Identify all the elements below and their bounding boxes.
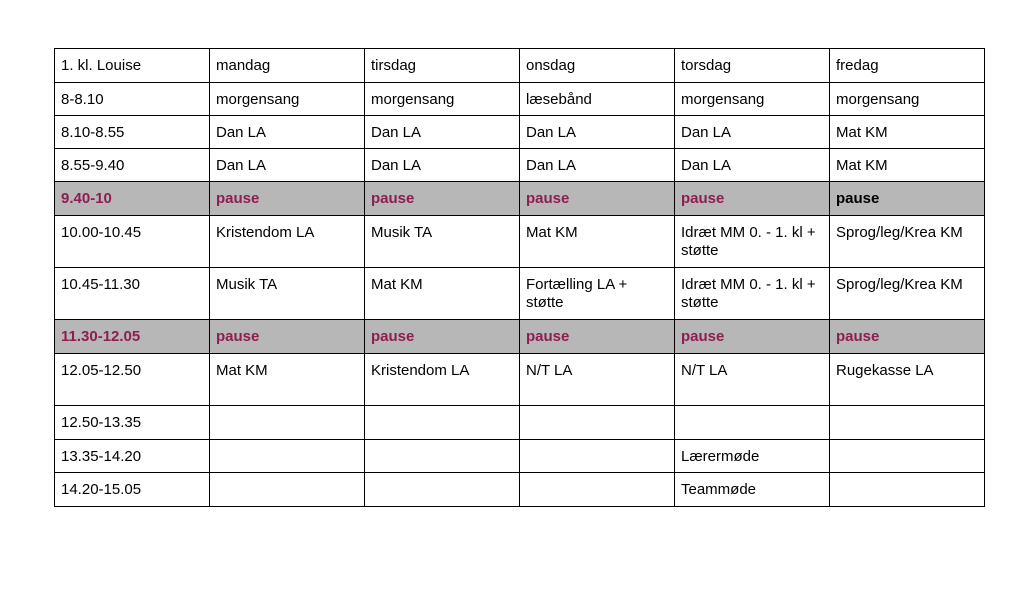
table-row (55, 216, 985, 268)
table-cell: Kristendom LA (210, 216, 365, 268)
table-cell: Musik TA (365, 216, 520, 268)
class-title-cell: 1. kl. Louise (55, 49, 210, 83)
table-row (55, 149, 985, 182)
day-header-onsdag: onsdag (520, 49, 675, 83)
schedule-table (54, 48, 985, 507)
table-cell (675, 406, 830, 440)
table-cell: Dan LA (675, 149, 830, 182)
day-header-torsdag: torsdag (675, 49, 830, 83)
table-cell (365, 473, 520, 507)
table-cell (210, 473, 365, 507)
table-cell: Mat KM (830, 149, 985, 182)
table-cell: Mat KM (520, 216, 675, 268)
table-cell: N/T LA (520, 354, 675, 406)
table-cell: Sprog/leg/Krea KM (830, 216, 985, 268)
pause-cell: pause (520, 182, 675, 216)
pause-cell: pause (365, 320, 520, 354)
table-cell (365, 440, 520, 473)
time-cell: 14.20-15.05 (55, 473, 210, 507)
table-cell (365, 406, 520, 440)
time-cell: 10.00-10.45 (55, 216, 210, 268)
table-cell (520, 406, 675, 440)
table-cell (830, 440, 985, 473)
day-header-fredag: fredag (830, 49, 985, 83)
table-cell (830, 473, 985, 507)
table-cell (210, 440, 365, 473)
table-cell: Dan LA (210, 149, 365, 182)
pause-cell: pause (675, 320, 830, 354)
table-cell: Rugekasse LA (830, 354, 985, 406)
pause-cell: pause (210, 320, 365, 354)
time-cell: 8.10-8.55 (55, 116, 210, 149)
table-cell: Sprog/leg/Krea KM (830, 268, 985, 320)
header-row (55, 49, 985, 83)
table-cell: Fortælling LA + støtte (520, 268, 675, 320)
pause-cell: pause (520, 320, 675, 354)
table-cell: Mat KM (830, 116, 985, 149)
table-row (55, 83, 985, 116)
table-cell: Dan LA (520, 116, 675, 149)
table-cell: Idræt MM 0. - 1. kl + støtte (675, 268, 830, 320)
time-cell: 11.30-12.05 (55, 320, 210, 354)
time-cell: 12.50-13.35 (55, 406, 210, 440)
table-cell: Dan LA (210, 116, 365, 149)
table-cell: Teammøde (675, 473, 830, 507)
table-cell: morgensang (675, 83, 830, 116)
table-cell: N/T LA (675, 354, 830, 406)
table-cell (520, 440, 675, 473)
table-cell: Dan LA (365, 149, 520, 182)
time-cell: 10.45-11.30 (55, 268, 210, 320)
day-header-tirsdag: tirsdag (365, 49, 520, 83)
table-cell: morgensang (830, 83, 985, 116)
pause-cell: pause (830, 182, 985, 216)
table-cell: Mat KM (365, 268, 520, 320)
table-row (55, 440, 985, 473)
table-cell: morgensang (365, 83, 520, 116)
table-cell: Kristendom LA (365, 354, 520, 406)
table-row (55, 116, 985, 149)
time-cell: 13.35-14.20 (55, 440, 210, 473)
table-cell: Dan LA (520, 149, 675, 182)
pause-cell: pause (830, 320, 985, 354)
pause-row (55, 182, 985, 216)
table-cell: Lærermøde (675, 440, 830, 473)
table-row (55, 268, 985, 320)
table-row (55, 406, 985, 440)
table-cell: læsebånd (520, 83, 675, 116)
table-cell (830, 406, 985, 440)
pause-cell: pause (675, 182, 830, 216)
table-cell (520, 473, 675, 507)
table-cell: Idræt MM 0. - 1. kl + støtte (675, 216, 830, 268)
pause-cell: pause (365, 182, 520, 216)
pause-row (55, 320, 985, 354)
pause-cell: pause (210, 182, 365, 216)
table-row (55, 473, 985, 507)
time-cell: 8-8.10 (55, 83, 210, 116)
table-cell: Dan LA (365, 116, 520, 149)
table-cell: Musik TA (210, 268, 365, 320)
table-cell: Dan LA (675, 116, 830, 149)
time-cell: 8.55-9.40 (55, 149, 210, 182)
time-cell: 9.40-10 (55, 182, 210, 216)
table-cell: morgensang (210, 83, 365, 116)
day-header-mandag: mandag (210, 49, 365, 83)
time-cell: 12.05-12.50 (55, 354, 210, 406)
table-row (55, 354, 985, 406)
table-cell (210, 406, 365, 440)
table-cell: Mat KM (210, 354, 365, 406)
